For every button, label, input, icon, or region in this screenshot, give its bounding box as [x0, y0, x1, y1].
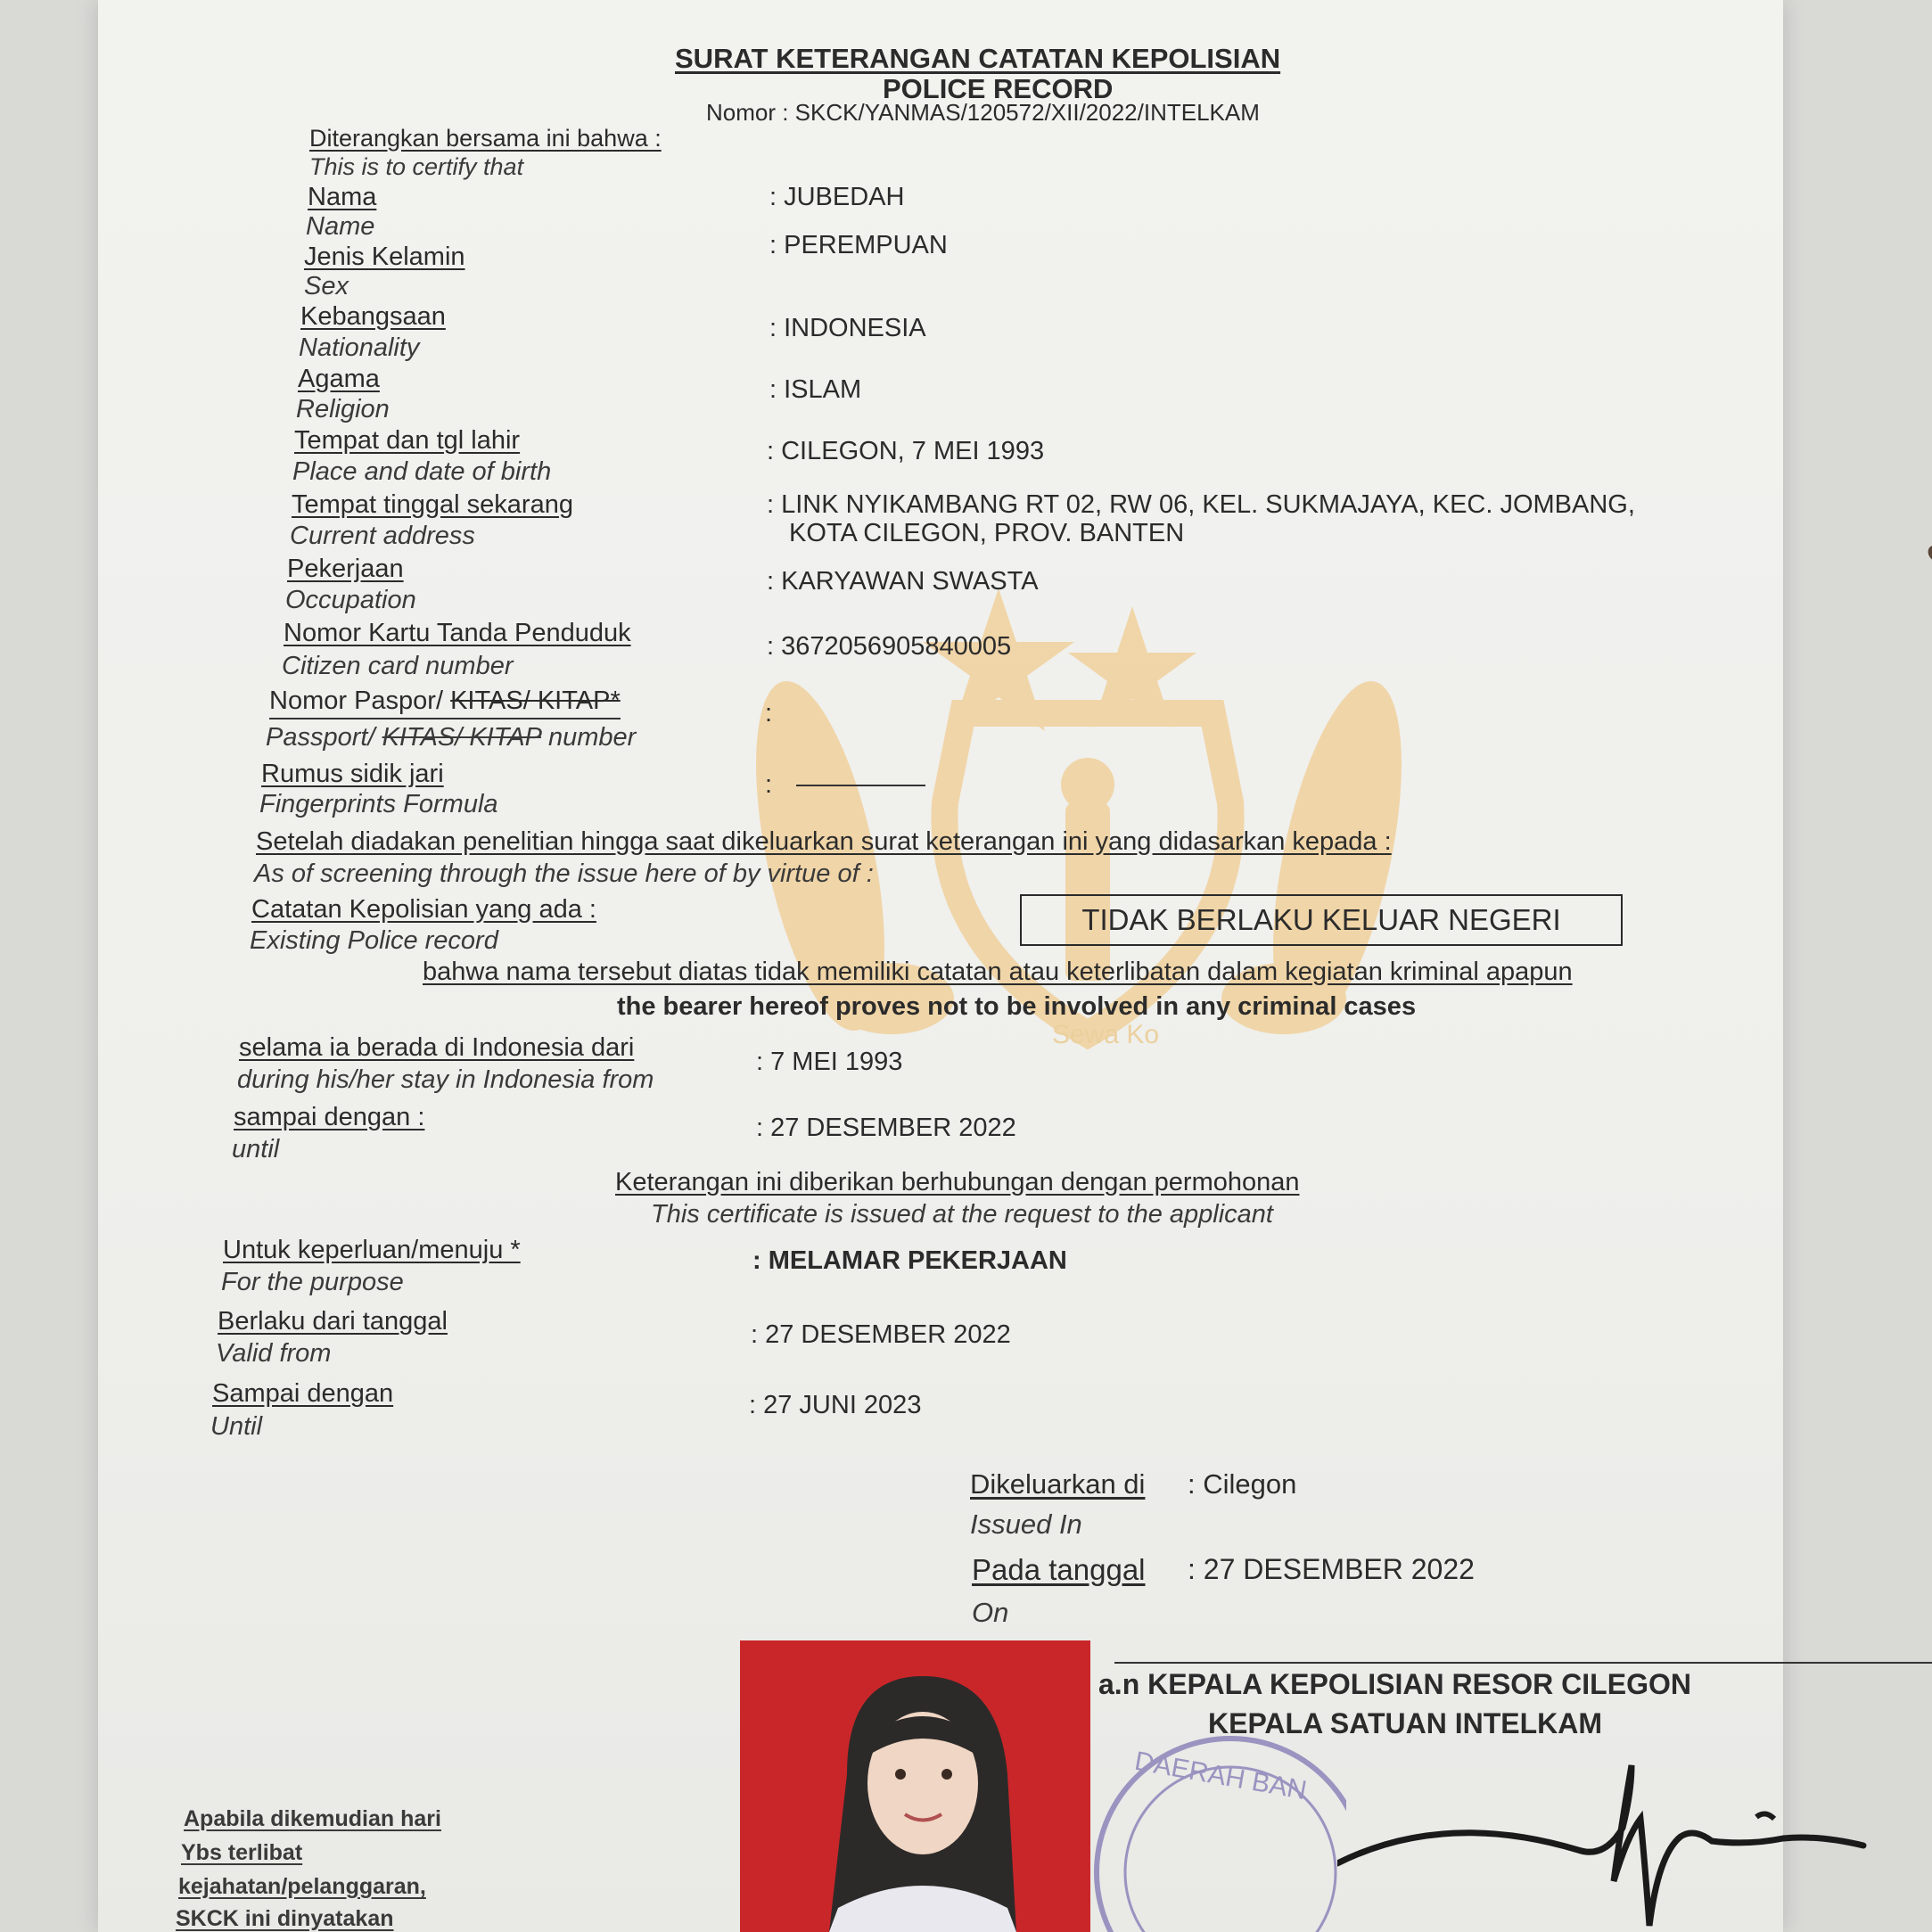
footnote-line1: Apabila dikemudian hari	[184, 1806, 441, 1831]
field-label-passport-en	[266, 723, 636, 752]
field-label-fingerprint: Rumus sidik jari	[261, 760, 444, 788]
field-label-fingerprint-en: Fingerprints Formula	[259, 790, 498, 818]
stay-from-label: selama ia berada di Indonesia dari	[239, 1033, 635, 1062]
applicant-photo	[740, 1640, 1090, 1932]
field-value-religion: : ISLAM	[769, 375, 862, 404]
screening-id: Setelah diadakan penelitian hingga saat dikeluarkan surat keterangan ini yang didasarkan kepada :	[256, 827, 1392, 856]
record-label-en: Existing Police record	[250, 926, 498, 955]
field-value-fingerprint: :	[765, 770, 773, 799]
statement-id: bahwa nama tersebut diatas tidak memiliki catatan atau keterlibatan dalam kegiatan kriminal apapun	[423, 958, 1573, 986]
passport-label-a: Nomor Paspor/	[269, 686, 451, 715]
field-label-name-en: Name	[306, 212, 375, 241]
stay-from-value: : 7 MEI 1993	[756, 1048, 903, 1076]
document-number: Nomor : SKCK/YANMAS/120572/XII/2022/INTELKAM	[706, 99, 1260, 126]
passport-en-b: KITAS/ KITAP	[382, 723, 541, 752]
intro-en: This is to certify that	[309, 153, 524, 180]
field-value-sex: : PEREMPUAN	[769, 231, 948, 259]
stay-from-label-en: during his/her stay in Indonesia from	[237, 1065, 654, 1094]
field-label-passport	[269, 686, 621, 719]
applicant-photo-image-icon	[740, 1640, 1090, 1932]
field-label-nationality-en: Nationality	[299, 333, 420, 362]
field-label-occupation: Pekerjaan	[287, 555, 404, 583]
field-value-id-card: : 3672056905840005	[767, 632, 1012, 661]
field-value-birth: : CILEGON, 7 MEI 1993	[767, 437, 1045, 465]
signatory-line2: KEPALA SATUAN INTELKAM	[1208, 1707, 1603, 1739]
passport-en-a: Passport/	[266, 723, 382, 752]
field-value-name: : JUBEDAH	[769, 183, 905, 211]
field-label-birth: Tempat dan tgl lahir	[294, 426, 521, 455]
field-label-nationality: Kebangsaan	[300, 302, 446, 331]
stay-until-value: : 27 DESEMBER 2022	[756, 1114, 1016, 1142]
field-label-sex: Jenis Kelamin	[304, 243, 465, 271]
signatory-line1: a.n KEPALA KEPOLISIAN RESOR CILEGON	[1098, 1668, 1691, 1700]
issued-date-label: Pada tanggal	[972, 1553, 1146, 1586]
request-id: Keterangan ini diberikan berhubungan dengan permohonan	[615, 1168, 1300, 1196]
record-status-box: TIDAK BERLAKU KELUAR NEGERI	[1020, 894, 1623, 946]
official-stamp-icon	[1079, 1721, 1346, 1932]
field-value-address-line2: KOTA CILEGON, PROV. BANTEN	[789, 519, 1185, 547]
purpose-label: Untuk keperluan/menuju *	[223, 1236, 521, 1264]
document-subtitle: POLICE RECORD	[883, 73, 1114, 104]
field-label-religion-en: Religion	[296, 395, 390, 423]
issued-date-value: : 27 DESEMBER 2022	[1188, 1553, 1475, 1585]
paper-stain	[1926, 543, 1932, 564]
valid-until-label-en: Until	[210, 1412, 263, 1441]
stamp-text: DAERAH BAN	[1132, 1746, 1309, 1806]
record-label: Catatan Kepolisian yang ada :	[251, 895, 596, 924]
field-label-id-card-en: Citizen card number	[282, 652, 514, 680]
fingerprint-blank-line	[796, 785, 925, 786]
issued-place-value: : Cilegon	[1188, 1468, 1297, 1500]
document-page	[98, 0, 1783, 1932]
field-label-birth-en: Place and date of birth	[292, 457, 552, 486]
issued-place-label: Dikeluarkan di	[970, 1468, 1146, 1500]
field-label-name: Nama	[308, 183, 377, 211]
field-label-address: Tempat tinggal sekarang	[292, 490, 573, 519]
field-label-id-card: Nomor Kartu Tanda Penduduk	[284, 619, 631, 647]
request-en: This certificate is issued at the request to the applicant	[651, 1200, 1273, 1229]
field-value-address: : LINK NYIKAMBANG RT 02, RW 06, KEL. SUKMAJAYA, KEC. JOMBANG,	[767, 490, 1635, 519]
valid-from-value: : 27 DESEMBER 2022	[751, 1320, 1011, 1349]
valid-from-label: Berlaku dari tanggal	[218, 1307, 448, 1336]
passport-en-c: number	[540, 723, 637, 752]
watermark-text: Sewa Ko	[1052, 1020, 1160, 1049]
field-label-sex-en: Sex	[304, 272, 349, 300]
signature-line	[1114, 1662, 1932, 1664]
screening-en: As of screening through the issue here of by virtue of :	[254, 859, 874, 888]
emblem-top-icon	[999, 0, 1141, 18]
field-label-occupation-en: Occupation	[285, 586, 416, 614]
valid-from-label-en: Valid from	[216, 1339, 332, 1368]
intro-id: Diterangkan bersama ini bahwa :	[309, 125, 662, 152]
stay-until-label-en: until	[232, 1135, 280, 1163]
field-value-passport: :	[765, 699, 773, 728]
valid-until-value: : 27 JUNI 2023	[749, 1391, 922, 1419]
issued-date-label-en: On	[972, 1597, 1009, 1628]
document-title: SURAT KETERANGAN CATATAN KEPOLISIAN	[675, 43, 1281, 74]
footnote-line4: SKCK ini dinyatakan	[176, 1906, 394, 1931]
footnote-line3: kejahatan/pelanggaran,	[178, 1874, 426, 1899]
issued-place-label-en: Issued In	[970, 1509, 1082, 1540]
field-label-religion: Agama	[298, 365, 380, 393]
purpose-label-en: For the purpose	[221, 1268, 404, 1296]
statement-en: the bearer hereof proves not to be involved in any criminal cases	[617, 992, 1417, 1021]
field-value-occupation: : KARYAWAN SWASTA	[767, 567, 1039, 596]
stay-until-label: sampai dengan :	[234, 1103, 425, 1131]
signature-icon	[1337, 1756, 1872, 1932]
valid-until-label: Sampai dengan	[212, 1379, 394, 1408]
purpose-value: : MELAMAR PEKERJAAN	[752, 1246, 1067, 1275]
field-value-nationality: : INDONESIA	[769, 314, 926, 342]
footnote-line2: Ybs terlibat	[181, 1840, 303, 1865]
field-label-address-en: Current address	[290, 522, 475, 550]
passport-label-b: KITAS/ KITAP*	[450, 686, 621, 715]
